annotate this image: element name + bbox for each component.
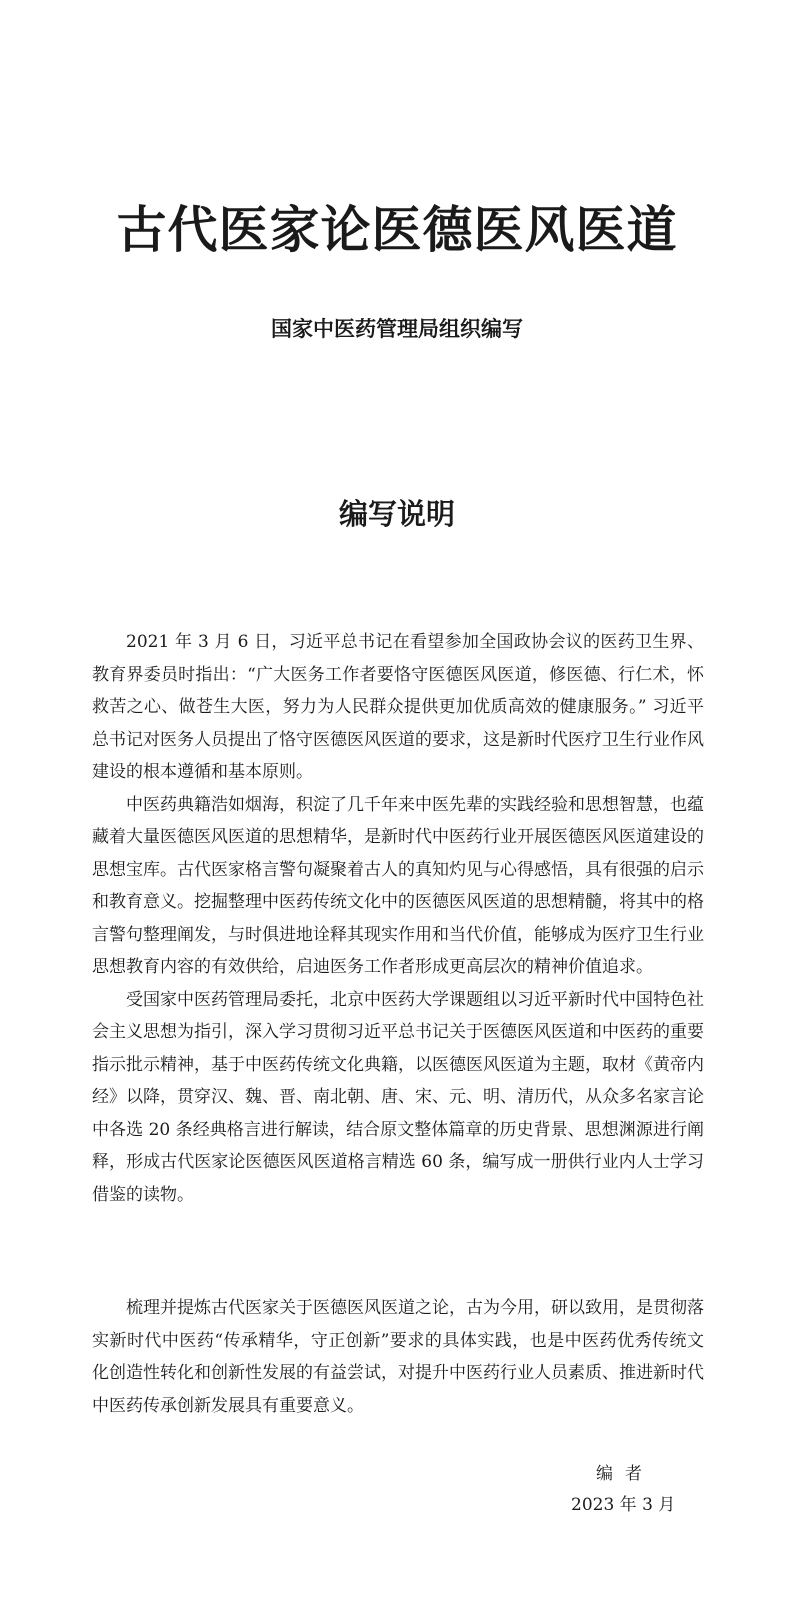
- preface-paragraph: 梳理并提炼古代医家关于医德医风医道之论，古为今用，研以致用，是贯彻落实新时代中医药“传承精华，守正创新”要求的具体实践，也是中医药优秀传统文化创造性转化和创新性发展的有益尝试，对提升中医药行业人员素质、推进新时代中医药传承创新发展具有重要意义。: [92, 1298, 704, 1416]
- preface-closing: [92, 1292, 704, 1422]
- signature-date: 2023 年 3 月: [571, 1495, 676, 1515]
- preface-paragraph: 中医药典籍浩如烟海，积淀了几千年来中医先辈的实践经验和思想智慧，也蕴藏着大量医德医风医道的思想精华，是新时代中医药行业开展医德医风医道建设的思想宝库。古代医家格言警句凝聚着古人的真知灼见与心得感悟，具有很强的启示和教育意义。挖掘整理中医药传统文化中的医德医风医道的思想精髓，将其中的格言警句整理阐发，与时俱进地诠释其现实作用和当代价值，能够成为医疗卫生行业思想教育内容的有效供给，启迪医务工作者形成更高层次的精神价值追求。: [92, 794, 704, 977]
- preface-body: [92, 626, 704, 1211]
- section-heading: 编写说明: [338, 497, 455, 531]
- editor-organization: 国家中医药管理局组织编写: [271, 317, 523, 341]
- preface-paragraph: 2021 年 3 月 6 日，习近平总书记在看望参加全国政协会议的医药卫生界、教育界委员时指出：“广大医务工作者要恪守医德医风医道，修医德、行仁术，怀救苦之心、做苍生大医，努力为人民群众提供更加优质高效的健康服务。” 习近平总书记对医务人员提出了恪守医德医风医道的要求，这是新时代医疗卫生行业作风建设的根本遵循和基本原则。: [92, 632, 704, 782]
- book-title: 古代医家论医德医风医道: [116, 200, 678, 259]
- signature-author: 编者: [596, 1464, 654, 1484]
- preface-paragraph: 受国家中医药管理局委托，北京中医药大学课题组以习近平新时代中国特色社会主义思想为指引，深入学习贯彻习近平总书记关于医德医风医道和中医药的重要指示批示精神，基于中医药传统文化典籍，以医德医风医道为主题，取材《黄帝内经》以降，贯穿汉、魏、晋、南北朝、唐、宋、元、明、清历代，从众多名家言论中各选 20 条经典格言进行解读，结合原文整体篇章的历史背景、思想渊源进行阐释，形成古代医家论医德医风医道格言精选 60 条，编写成一册供行业内人士学习借鉴的读物。: [92, 989, 704, 1205]
